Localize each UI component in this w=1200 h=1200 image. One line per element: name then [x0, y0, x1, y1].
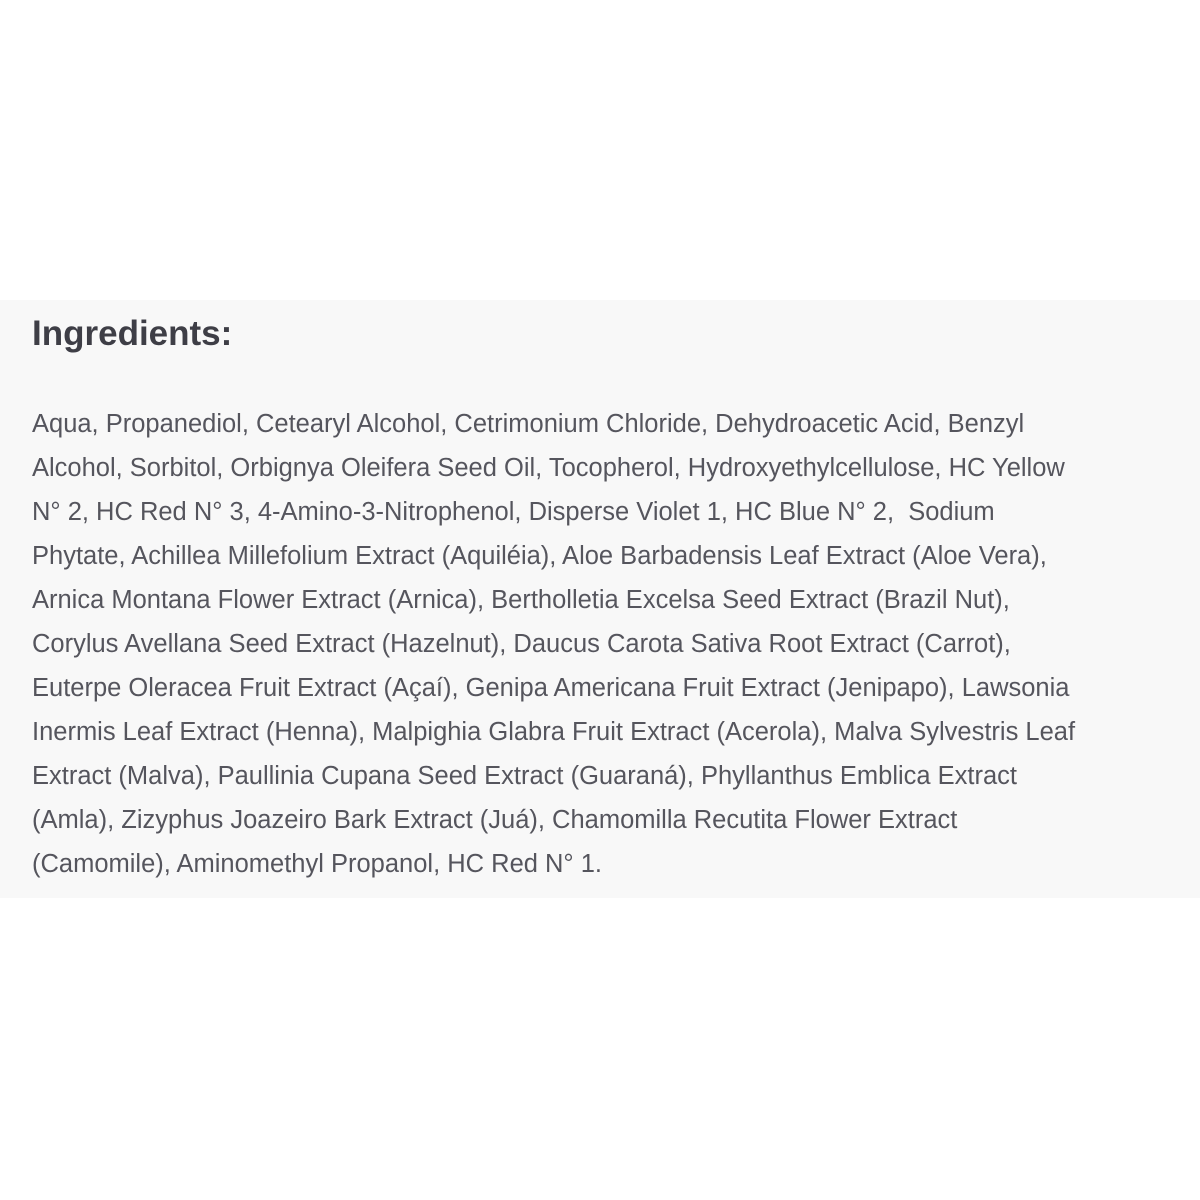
ingredients-line: Corylus Avellana Seed Extract (Hazelnut), Daucus Carota Sativa Root Extract (Carrot), [32, 630, 1011, 658]
ingredients-list [32, 402, 1182, 886]
ingredients-line: Arnica Montana Flower Extract (Arnica), Bertholletia Excelsa Seed Extract (Brazil Nut), [32, 586, 1010, 614]
ingredients-line: Aqua, Propanediol, Cetearyl Alcohol, Cetrimonium Chloride, Dehydroacetic Acid, Benzyl [32, 410, 1025, 438]
ingredients-line: Phytate, Achillea Millefolium Extract (Aquiléia), Aloe Barbadensis Leaf Extract (Aloe Vera), [32, 542, 1047, 570]
ingredients-line: (Amla), Zizyphus Joazeiro Bark Extract (Juá), Chamomilla Recutita Flower Extract [32, 806, 958, 834]
ingredients-line: Euterpe Oleracea Fruit Extract (Açaí), Genipa Americana Fruit Extract (Jenipapo), Lawsonia [32, 674, 1070, 702]
ingredients-line: Alcohol, Sorbitol, Orbignya Oleifera Seed Oil, Tocopherol, Hydroxyethylcellulose, HC Yellow [32, 454, 1065, 482]
ingredients-line: (Camomile), Aminomethyl Propanol, HC Red N° 1. [32, 850, 602, 878]
ingredients-heading: Ingredients: [32, 314, 233, 353]
ingredients-line: Extract (Malva), Paullinia Cupana Seed Extract (Guaraná), Phyllanthus Emblica Extract [32, 762, 1018, 790]
ingredients-line: N° 2, HC Red N° 3, 4-Amino-3-Nitrophenol, Disperse Violet 1, HC Blue N° 2, Sodium [32, 498, 995, 526]
ingredients-line: Inermis Leaf Extract (Henna), Malpighia Glabra Fruit Extract (Acerola), Malva Sylvestris Leaf [32, 718, 1076, 746]
